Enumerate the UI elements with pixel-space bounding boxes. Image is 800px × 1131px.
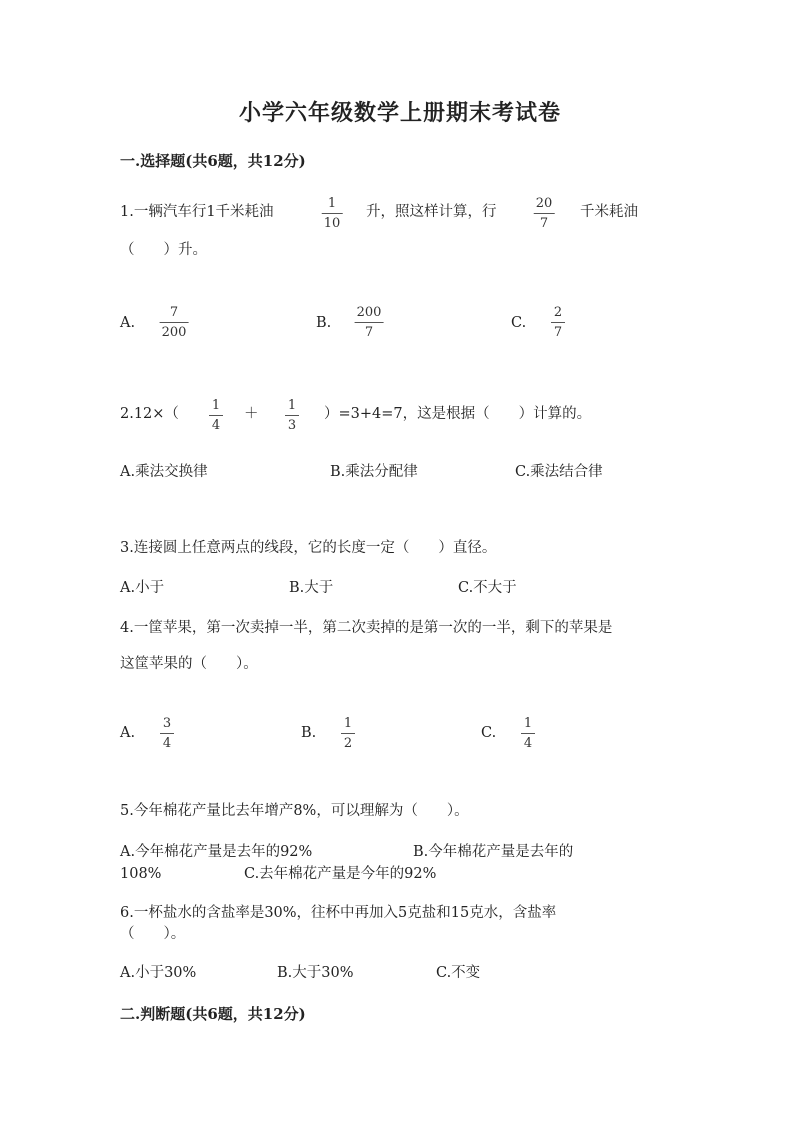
page-title: 小学六年级数学上册期末考试卷 <box>238 100 561 126</box>
q2-option-c: C.乘法结合律 <box>515 464 603 480</box>
q4-text-line2: 这筐苹果的（ ）。 <box>120 656 258 672</box>
q1-fraction-1-denominator: 10 <box>323 216 341 231</box>
q1-option-b-numerator: 200 <box>356 305 382 320</box>
q4-option-a-fraction <box>160 716 174 751</box>
q5-option-a: A.今年棉花产量是去年的92% <box>120 844 313 860</box>
section-heading-judgement: 二.判断题(共6题，共12分) <box>120 1005 306 1023</box>
q4-option-b-denominator: 2 <box>343 736 353 751</box>
q5-text: 5.今年棉花产量比去年增产8%，可以理解为（ ）。 <box>120 803 469 819</box>
q3-option-b: B.大于 <box>289 580 334 596</box>
q2-fraction-1 <box>209 398 223 433</box>
q1-option-c-label: C. <box>511 315 527 331</box>
q1-option-c-denominator: 7 <box>553 325 563 340</box>
q1-fraction-2-numerator: 20 <box>535 196 553 211</box>
q4-option-b-label: B. <box>301 725 317 741</box>
q1-text-part1: 1.一辆汽车行1千米耗油 <box>120 204 274 220</box>
q1-fraction-1-numerator: 1 <box>327 196 337 211</box>
section-heading-choice: 一.选择题(共6题，共12分) <box>120 152 306 170</box>
q1-text-part4: （ ）升。 <box>120 242 207 258</box>
q6-option-b: B.大于30% <box>277 965 354 981</box>
q4-option-c-denominator: 4 <box>523 736 533 751</box>
q2-option-a: A.乘法交换律 <box>120 464 208 480</box>
q2-fraction-2-denominator: 3 <box>287 418 297 433</box>
q1-option-b-denominator: 7 <box>364 325 374 340</box>
q4-option-c-label: C. <box>481 725 497 741</box>
q1-fraction-2-denominator: 7 <box>539 216 549 231</box>
q6-option-a: A.小于30% <box>120 965 197 981</box>
q1-option-b-label: B. <box>316 315 332 331</box>
q2-fraction-2-numerator: 1 <box>287 398 297 413</box>
q6-text-line2: （ ）。 <box>120 926 186 942</box>
q2-text-part1: 2.12×（ <box>120 406 179 422</box>
q3-option-c: C.不大于 <box>458 580 517 596</box>
q4-option-b-numerator: 1 <box>343 716 353 731</box>
q3-text: 3.连接圆上任意两点的线段，它的长度一定（ ）直径。 <box>120 540 497 556</box>
q1-option-c-numerator: 2 <box>553 305 563 320</box>
q1-fraction-2 <box>534 196 555 231</box>
q6-text-line1: 6.一杯盐水的含盐率是30%，往杯中再加入5克盐和15克水，含盐率 <box>120 905 557 921</box>
q4-option-c-fraction <box>521 716 535 751</box>
q1-text-part3: 千米耗油 <box>580 204 638 220</box>
q2-option-b: B.乘法分配律 <box>330 464 418 480</box>
q2-text-part2: ）=3+4=7，这是根据（ ）计算的。 <box>324 406 592 422</box>
q2-fraction-1-denominator: 4 <box>211 418 221 433</box>
q2-fraction-2 <box>285 398 299 433</box>
q1-option-a-denominator: 200 <box>161 325 187 340</box>
q4-option-c-numerator: 1 <box>523 716 533 731</box>
q2-plus-sign: ＋ <box>244 406 259 422</box>
q1-option-b-fraction <box>355 305 384 340</box>
q1-option-a-fraction <box>160 305 189 340</box>
q4-text-line1: 4.一筐苹果，第一次卖掉一半，第二次卖掉的是第一次的一半，剩下的苹果是 <box>120 620 613 636</box>
q4-option-a-denominator: 4 <box>162 736 172 751</box>
q4-option-a-numerator: 3 <box>162 716 172 731</box>
q4-option-a-label: A. <box>120 725 136 741</box>
q5-option-c: C.去年棉花产量是今年的92% <box>244 866 437 882</box>
q6-option-c: C.不变 <box>436 965 481 981</box>
q2-fraction-1-numerator: 1 <box>211 398 221 413</box>
q5-option-b-continued: 108% <box>120 866 162 882</box>
q3-option-a: A.小于 <box>120 580 165 596</box>
q1-fraction-1 <box>322 196 343 231</box>
q4-option-b-fraction <box>341 716 355 751</box>
q1-text-part2: 升，照这样计算，行 <box>366 204 497 220</box>
q1-option-a-label: A. <box>120 315 136 331</box>
q1-option-c-fraction <box>551 305 565 340</box>
q1-option-a-numerator: 7 <box>169 305 179 320</box>
q5-option-b: B.今年棉花产量是去年的 <box>413 844 574 860</box>
